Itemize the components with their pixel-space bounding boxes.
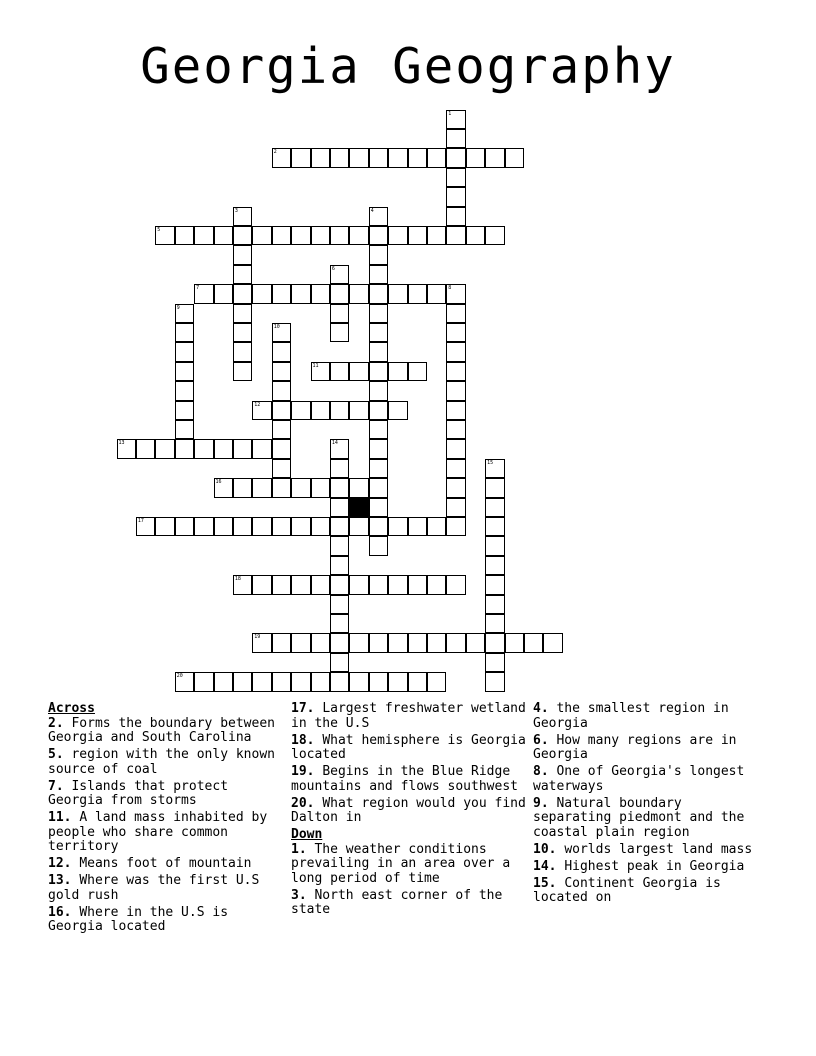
- clue-item: [533, 797, 763, 841]
- grid-cell[interactable]: [427, 672, 447, 692]
- grid-cell[interactable]: [272, 381, 292, 401]
- grid-cell[interactable]: [252, 401, 272, 421]
- grid-cell[interactable]: [427, 226, 447, 246]
- grid-cell[interactable]: [291, 672, 311, 692]
- grid-cell[interactable]: [446, 168, 466, 188]
- clue-text: Forms the boundary between Georgia and South Carolina: [48, 715, 275, 745]
- clue-number: 14.: [533, 858, 557, 874]
- grid-cell[interactable]: [388, 284, 408, 304]
- grid-cell[interactable]: [485, 517, 505, 537]
- grid-cell[interactable]: [349, 575, 369, 595]
- clue-text: Where was the first U.S gold rush: [48, 873, 260, 903]
- grid-cell[interactable]: [349, 478, 369, 498]
- grid-cell[interactable]: [446, 498, 466, 518]
- clue-text: Begins in the Blue Ridge mountains and flows southwest: [291, 764, 518, 794]
- clue-number: 11.: [48, 810, 72, 825]
- grid-cell[interactable]: [369, 459, 389, 479]
- grid-cell[interactable]: [291, 226, 311, 246]
- clue-number: 13.: [48, 873, 72, 888]
- clue-item: [291, 843, 526, 887]
- grid-cell[interactable]: [117, 439, 137, 459]
- clue-text: Continent Georgia is located on: [533, 875, 721, 905]
- grid-cell[interactable]: [311, 284, 331, 304]
- grid-cell[interactable]: [369, 420, 389, 440]
- grid-cell[interactable]: [155, 226, 175, 246]
- clue-text: Means foot of mountain: [79, 856, 252, 871]
- grid-cell[interactable]: [369, 323, 389, 343]
- grid-cell[interactable]: [369, 284, 389, 304]
- clue-text: Where in the U.S is Georgia located: [48, 904, 229, 934]
- grid-cell[interactable]: [349, 517, 369, 537]
- grid-cell[interactable]: [214, 284, 234, 304]
- grid-cell[interactable]: [194, 439, 214, 459]
- cell-number: 1: [448, 110, 452, 117]
- grid-cell[interactable]: [485, 672, 505, 692]
- grid-cell[interactable]: [175, 304, 195, 324]
- grid-cell[interactable]: [330, 653, 350, 673]
- clue-number: 20.: [291, 795, 315, 811]
- grid-cell[interactable]: [291, 401, 311, 421]
- clue-item: [48, 811, 283, 855]
- grid-cell[interactable]: [175, 517, 195, 537]
- grid-cell[interactable]: [155, 439, 175, 459]
- cell-number: 12: [254, 401, 261, 408]
- grid-cell[interactable]: [214, 226, 234, 246]
- grid-cell[interactable]: [272, 284, 292, 304]
- grid-cell[interactable]: [369, 672, 389, 692]
- grid-cell[interactable]: [485, 148, 505, 168]
- grid-cell[interactable]: [388, 672, 408, 692]
- cell-number: 20: [176, 673, 183, 680]
- grid-cell[interactable]: [272, 342, 292, 362]
- grid-cell[interactable]: [233, 323, 253, 343]
- grid-cell[interactable]: [175, 323, 195, 343]
- clue-number: 17.: [291, 701, 315, 716]
- cell-number: 18: [234, 576, 241, 583]
- clue-number: 6.: [533, 732, 549, 748]
- grid-cell[interactable]: [214, 517, 234, 537]
- grid-cell[interactable]: [291, 575, 311, 595]
- grid-cell[interactable]: [194, 517, 214, 537]
- grid-cell[interactable]: [330, 226, 350, 246]
- grid-cell[interactable]: [175, 362, 195, 382]
- grid-cell[interactable]: [291, 633, 311, 653]
- grid-cell[interactable]: [369, 362, 389, 382]
- clue-item: [48, 780, 283, 809]
- grid-cell[interactable]: [330, 284, 350, 304]
- clue-text: worlds largest land mass: [564, 841, 753, 857]
- grid-cell[interactable]: [155, 517, 175, 537]
- grid-cell[interactable]: [427, 148, 447, 168]
- grid-cell[interactable]: [369, 245, 389, 265]
- grid-cell[interactable]: [272, 226, 292, 246]
- clue-number: 9.: [533, 795, 549, 811]
- grid-cell[interactable]: [330, 459, 350, 479]
- clue-text: North east corner of the state: [291, 887, 503, 917]
- clue-text: the smallest region in Georgia: [533, 701, 729, 731]
- across-heading: Across: [48, 701, 95, 716]
- grid-cell[interactable]: [466, 148, 486, 168]
- grid-cell[interactable]: [349, 633, 369, 653]
- grid-cell[interactable]: [175, 401, 195, 421]
- grid-cell[interactable]: [369, 439, 389, 459]
- grid-cell[interactable]: [349, 672, 369, 692]
- grid-cell[interactable]: [136, 517, 156, 537]
- grid-cell[interactable]: [408, 226, 428, 246]
- grid-cell[interactable]: [311, 148, 331, 168]
- clue-number: 2.: [48, 715, 64, 731]
- clue-item: [291, 734, 526, 763]
- grid-cell[interactable]: [194, 672, 214, 692]
- grid-cell[interactable]: [233, 439, 253, 459]
- grid-cell[interactable]: [291, 517, 311, 537]
- grid-cell[interactable]: [272, 575, 292, 595]
- grid-cell[interactable]: [330, 323, 350, 343]
- grid-cell[interactable]: [408, 362, 428, 382]
- clue-item: [291, 702, 526, 731]
- grid-cell[interactable]: [446, 342, 466, 362]
- grid-cell[interactable]: [252, 517, 272, 537]
- grid-cell[interactable]: [330, 362, 350, 382]
- clue-number: 10.: [533, 841, 557, 857]
- grid-cell[interactable]: [330, 614, 350, 634]
- grid-cell[interactable]: [252, 439, 272, 459]
- clue-number: 5.: [48, 747, 64, 762]
- clue-item: [48, 717, 283, 746]
- grid-cell[interactable]: [369, 536, 389, 556]
- grid-cell[interactable]: [272, 517, 292, 537]
- grid-cell[interactable]: [427, 517, 447, 537]
- cell-number: 13: [118, 440, 125, 447]
- clue-text: Highest peak in Georgia: [564, 858, 745, 874]
- grid-cell[interactable]: [175, 672, 195, 692]
- grid-cell[interactable]: [427, 633, 447, 653]
- grid-cell[interactable]: [446, 110, 466, 130]
- grid-cell[interactable]: [272, 478, 292, 498]
- grid-cell[interactable]: [485, 478, 505, 498]
- clue-number: 12.: [48, 856, 72, 871]
- clues-column-3: [533, 702, 763, 908]
- grid-cell[interactable]: [252, 575, 272, 595]
- grid-cell[interactable]: [233, 362, 253, 382]
- down-heading: Down: [291, 827, 323, 842]
- clue-text: How many regions are in Georgia: [533, 732, 737, 762]
- grid-cell[interactable]: [446, 633, 466, 653]
- clue-text: The weather conditions prevailing in an area over a long period of time: [291, 841, 511, 886]
- clue-item: [533, 765, 763, 794]
- grid-cell[interactable]: [330, 265, 350, 285]
- grid-cell[interactable]: [446, 381, 466, 401]
- cell-number: 4: [370, 207, 374, 214]
- clue-item: [48, 748, 283, 777]
- grid-cell[interactable]: [369, 226, 389, 246]
- clues-column-1: [48, 702, 283, 937]
- grid-cell[interactable]: [369, 207, 389, 227]
- grid-cell[interactable]: [388, 148, 408, 168]
- grid-cell[interactable]: [252, 478, 272, 498]
- grid-cell[interactable]: [330, 536, 350, 556]
- clue-text: Largest freshwater wetland in the U.S: [291, 701, 526, 731]
- clue-number: 3.: [291, 887, 307, 903]
- grid-cell[interactable]: [233, 575, 253, 595]
- grid-cell[interactable]: [408, 575, 428, 595]
- grid-cell[interactable]: [233, 226, 253, 246]
- grid-cell[interactable]: [543, 633, 563, 653]
- grid-cell[interactable]: [408, 633, 428, 653]
- grid-cell[interactable]: [524, 633, 544, 653]
- clue-number: 15.: [533, 875, 557, 891]
- grid-cell[interactable]: [466, 226, 486, 246]
- grid-cell[interactable]: [485, 556, 505, 576]
- grid-cell[interactable]: [194, 284, 214, 304]
- grid-cell[interactable]: [369, 381, 389, 401]
- clue-item: [48, 874, 283, 903]
- grid-cell[interactable]: [311, 517, 331, 537]
- grid-cell[interactable]: [485, 536, 505, 556]
- cell-number: 14: [331, 440, 338, 447]
- grid-cell[interactable]: [233, 672, 253, 692]
- grid-cell[interactable]: [311, 633, 331, 653]
- grid-cell[interactable]: [369, 517, 389, 537]
- grid-cell[interactable]: [349, 226, 369, 246]
- grid-cell[interactable]: [330, 148, 350, 168]
- clue-item: [533, 702, 763, 731]
- clue-item: [533, 877, 763, 906]
- clue-text: What hemisphere is Georgia located: [291, 732, 526, 762]
- grid-cell[interactable]: [446, 401, 466, 421]
- clue-text: One of Georgia's longest waterways: [533, 764, 745, 794]
- clue-number: 4.: [533, 701, 549, 716]
- clue-item: [291, 889, 526, 918]
- grid-cell[interactable]: [446, 459, 466, 479]
- clue-number: 19.: [291, 764, 315, 779]
- grid-cell[interactable]: [330, 439, 350, 459]
- grid-cell[interactable]: [311, 672, 331, 692]
- grid-cell[interactable]: [446, 478, 466, 498]
- grid-cell[interactable]: [233, 342, 253, 362]
- grid-cell[interactable]: [388, 226, 408, 246]
- grid-cell[interactable]: [194, 226, 214, 246]
- grid-cell[interactable]: [311, 226, 331, 246]
- cell-number: 17: [137, 517, 144, 524]
- grid-cell[interactable]: [349, 284, 369, 304]
- clue-number: 1.: [291, 841, 307, 857]
- grid-cell[interactable]: [233, 478, 253, 498]
- clue-item: [533, 734, 763, 763]
- grid-cell[interactable]: [446, 304, 466, 324]
- grid-cell[interactable]: [252, 672, 272, 692]
- grid-cell[interactable]: [446, 575, 466, 595]
- grid-cell[interactable]: [272, 439, 292, 459]
- clue-number: 8.: [533, 764, 549, 779]
- grid-cell[interactable]: [175, 439, 195, 459]
- clue-text: Natural boundary separating piedmont and the coastal plain region: [533, 795, 745, 840]
- grid-cell[interactable]: [408, 517, 428, 537]
- grid-cell[interactable]: [446, 517, 466, 537]
- grid-cell[interactable]: [446, 226, 466, 246]
- grid-cell[interactable]: [388, 575, 408, 595]
- grid-cell[interactable]: [427, 575, 447, 595]
- grid-cell[interactable]: [388, 633, 408, 653]
- clue-number: 16.: [48, 904, 72, 920]
- grid-cell[interactable]: [214, 478, 234, 498]
- grid-cell[interactable]: [427, 284, 447, 304]
- grid-cell[interactable]: [291, 284, 311, 304]
- grid-cell[interactable]: [369, 148, 389, 168]
- grid-cell[interactable]: [369, 498, 389, 518]
- grid-cell[interactable]: [446, 420, 466, 440]
- grid-cell[interactable]: [233, 245, 253, 265]
- grid-cell[interactable]: [330, 517, 350, 537]
- grid-cell[interactable]: [369, 633, 389, 653]
- grid-cell[interactable]: [233, 284, 253, 304]
- grid-cell[interactable]: [369, 342, 389, 362]
- grid-cell[interactable]: [311, 575, 331, 595]
- grid-cell[interactable]: [485, 595, 505, 615]
- cell-number: 15: [487, 459, 494, 466]
- grid-cell[interactable]: [369, 401, 389, 421]
- grid-cell[interactable]: [330, 556, 350, 576]
- cell-number: 11: [312, 362, 319, 369]
- grid-cell[interactable]: [311, 362, 331, 382]
- cell-number: 7: [196, 285, 200, 292]
- grid-cell[interactable]: [349, 148, 369, 168]
- grid-cell[interactable]: [175, 420, 195, 440]
- cell-number: 16: [215, 479, 222, 486]
- grid-cell[interactable]: [388, 362, 408, 382]
- grid-cell[interactable]: [272, 148, 292, 168]
- grid-cell[interactable]: [388, 401, 408, 421]
- grid-cell[interactable]: [446, 129, 466, 149]
- cell-number: 5: [157, 226, 161, 233]
- cell-number: 9: [176, 304, 180, 311]
- grid-cell[interactable]: [485, 498, 505, 518]
- grid-cell[interactable]: [369, 575, 389, 595]
- grid-cell[interactable]: [330, 478, 350, 498]
- grid-cell[interactable]: [291, 478, 311, 498]
- grid-cell[interactable]: [330, 498, 350, 518]
- grid-cell[interactable]: [446, 284, 466, 304]
- grid-cell[interactable]: [349, 401, 369, 421]
- grid-cell[interactable]: [330, 401, 350, 421]
- grid-cell[interactable]: [252, 226, 272, 246]
- grid-cell[interactable]: [175, 381, 195, 401]
- cell-number: 19: [254, 634, 261, 641]
- grid-cell[interactable]: [369, 478, 389, 498]
- grid-cell[interactable]: [485, 575, 505, 595]
- grid-cell[interactable]: [272, 362, 292, 382]
- grid-cell[interactable]: [505, 633, 525, 653]
- grid-cell[interactable]: [272, 323, 292, 343]
- grid-cell[interactable]: [252, 633, 272, 653]
- clues-column-2: [291, 702, 526, 920]
- grid-cell[interactable]: [214, 439, 234, 459]
- clue-item: [291, 765, 526, 794]
- grid-cell[interactable]: [485, 614, 505, 634]
- grid-cell[interactable]: [233, 207, 253, 227]
- grid-cell[interactable]: [505, 148, 525, 168]
- clue-number: 18.: [291, 732, 315, 748]
- grid-cell[interactable]: [446, 148, 466, 168]
- grid-cell[interactable]: [485, 226, 505, 246]
- grid-cell[interactable]: [175, 342, 195, 362]
- cell-number: 8: [448, 285, 452, 292]
- grid-cell[interactable]: [233, 265, 253, 285]
- grid-cell[interactable]: [272, 420, 292, 440]
- clue-text: region with the only known source of coal: [48, 747, 275, 777]
- grid-cell[interactable]: [330, 672, 350, 692]
- grid-cell[interactable]: [233, 304, 253, 324]
- grid-cell[interactable]: [485, 459, 505, 479]
- grid-cell[interactable]: [466, 633, 486, 653]
- grid-cell[interactable]: [175, 226, 195, 246]
- clue-item: [533, 860, 763, 875]
- grid-cell[interactable]: [369, 265, 389, 285]
- grid-cell[interactable]: [485, 633, 505, 653]
- grid-cell[interactable]: [330, 633, 350, 653]
- grid-cell[interactable]: [369, 304, 389, 324]
- grid-cell[interactable]: [311, 478, 331, 498]
- cell-number: 3: [234, 207, 238, 214]
- grid-cell-black: [349, 498, 369, 518]
- grid-cell[interactable]: [330, 575, 350, 595]
- grid-cell[interactable]: [408, 672, 428, 692]
- clue-item: [48, 906, 283, 935]
- grid-cell[interactable]: [272, 672, 292, 692]
- grid-cell[interactable]: [272, 401, 292, 421]
- grid-cell[interactable]: [214, 672, 234, 692]
- cell-number: 10: [273, 323, 280, 330]
- grid-cell[interactable]: [446, 323, 466, 343]
- cell-number: 2: [273, 149, 277, 156]
- clue-item: [48, 857, 283, 872]
- grid-cell[interactable]: [252, 284, 272, 304]
- clue-item: [291, 797, 526, 826]
- grid-cell[interactable]: [446, 439, 466, 459]
- grid-cell[interactable]: [272, 633, 292, 653]
- page-title: Georgia Geography: [140, 38, 676, 95]
- grid-cell[interactable]: [408, 284, 428, 304]
- grid-cell[interactable]: [446, 207, 466, 227]
- grid-cell[interactable]: [485, 653, 505, 673]
- clue-item: [533, 843, 763, 858]
- clue-text: Islands that protect Georgia from storms: [48, 778, 229, 808]
- grid-cell[interactable]: [388, 517, 408, 537]
- grid-cell[interactable]: [311, 401, 331, 421]
- grid-cell[interactable]: [291, 148, 311, 168]
- grid-cell[interactable]: [330, 595, 350, 615]
- grid-cell[interactable]: [446, 187, 466, 207]
- clue-text: A land mass inhabited by people who share common territory: [48, 810, 268, 854]
- grid-cell[interactable]: [349, 362, 369, 382]
- grid-cell[interactable]: [136, 439, 156, 459]
- grid-cell[interactable]: [233, 517, 253, 537]
- clue-number: 7.: [48, 778, 64, 794]
- grid-cell[interactable]: [408, 148, 428, 168]
- grid-cell[interactable]: [446, 362, 466, 382]
- grid-cell[interactable]: [330, 304, 350, 324]
- clue-text: What region would you find Dalton in: [291, 795, 526, 825]
- cell-number: 6: [331, 265, 335, 272]
- grid-cell[interactable]: [272, 459, 292, 479]
